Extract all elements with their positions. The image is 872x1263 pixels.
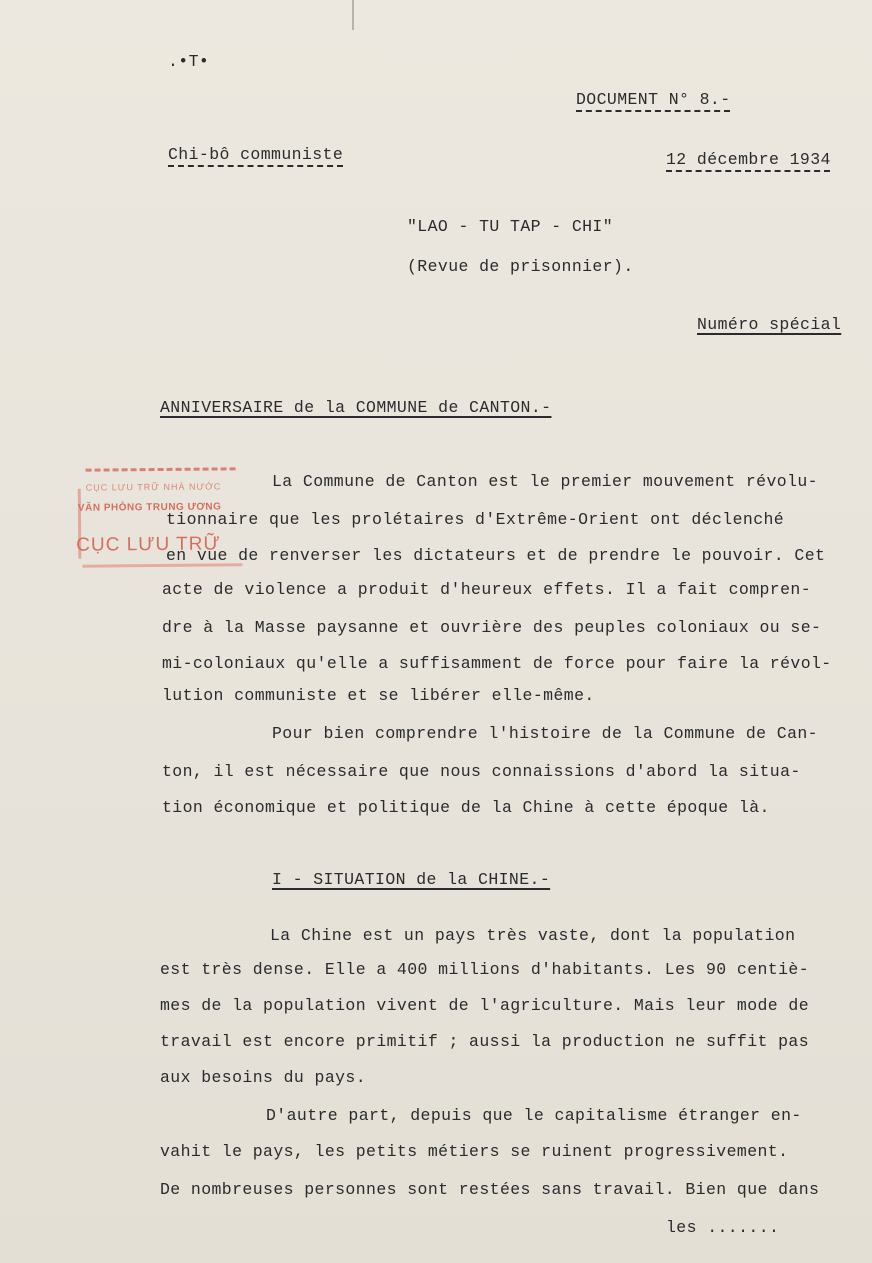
stamp-line-2: VĂN PHÒNG TRUNG ƯƠNG — [77, 501, 222, 514]
stamp-line-3: CỤC LƯU TRỮ — [76, 533, 221, 556]
paragraph-line: acte de violence a produit d'heureux effets. Il a fait compren- — [162, 580, 812, 599]
paragraph-line: D'autre part, depuis que le capitalisme étranger en- — [266, 1106, 802, 1125]
paragraph-line: est très dense. Elle a 400 millions d'habitants. Les 90 centiè- — [160, 960, 810, 979]
paragraph-line: les ....... — [666, 1218, 780, 1237]
paragraph-line: dre à la Masse paysanne et ouvrière des peuples coloniaux ou se- — [162, 618, 822, 637]
paragraph-line: ton, il est nécessaire que nous connaissions d'abord la situa- — [162, 762, 801, 781]
paragraph-line: travail est encore primitif ; aussi la production ne suffit pas — [160, 1032, 810, 1051]
revue-subtitle: (Revue de prisonnier). — [407, 257, 634, 276]
paragraph-line: aux besoins du pays. — [160, 1068, 367, 1087]
paragraph-line: tionnaire que les prolétaires d'Extrême-Orient ont déclenché — [166, 510, 785, 529]
paragraph-line: mes de la population vivent de l'agriculture. Mais leur mode de — [160, 996, 810, 1015]
paragraph-line: en vue de renverser les dictateurs et de prendre le pouvoir. Cet — [166, 546, 826, 565]
paragraph-line: La Chine est un pays très vaste, dont la population — [270, 926, 796, 945]
document-date: 12 décembre 1934 — [666, 150, 831, 169]
paragraph-line: La Commune de Canton est le premier mouvement révolu- — [272, 472, 818, 491]
paragraph-line: mi-coloniaux qu'elle a suffisamment de force pour faire la révol- — [162, 654, 832, 673]
paragraph-line: Pour bien comprendre l'histoire de la Commune de Can- — [272, 724, 818, 743]
revue-title: "LAO - TU TAP - CHI" — [407, 217, 614, 236]
paragraph-line: De nombreuses personnes sont restées sans travail. Bien que dans — [160, 1180, 820, 1199]
paper-fold-mark — [352, 0, 354, 30]
section-heading-situation: I - SITUATION de la CHINE.- — [272, 870, 551, 889]
section-heading-anniversaire: ANNIVERSAIRE de la COMMUNE de CANTON.- — [160, 398, 552, 417]
paragraph-line: vahit le pays, les petits métiers se ruinent progressivement. — [160, 1142, 789, 1161]
paragraph-line: lution communiste et se libérer elle-même. — [162, 686, 595, 705]
document-number: DOCUMENT N° 8.- — [576, 90, 731, 109]
numero-special: Numéro spécial — [697, 315, 842, 334]
corner-mark: .•T• — [168, 52, 210, 71]
organization-name: Chi-bô communiste — [168, 145, 344, 164]
stamp-line-1: CỤC LƯU TRỮ NHÀ NƯỚC — [85, 481, 222, 493]
paragraph-line: tion économique et politique de la Chine à cette époque là. — [162, 798, 770, 817]
